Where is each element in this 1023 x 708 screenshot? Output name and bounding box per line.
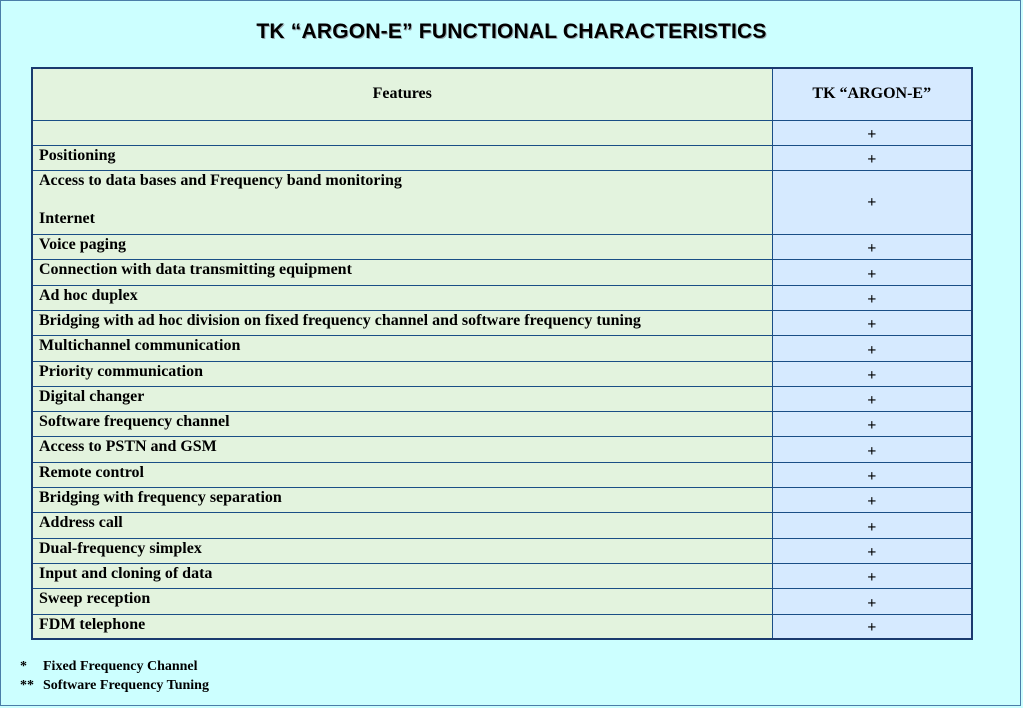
feature-cell: Dual-frequency simplex <box>32 538 772 563</box>
value-cell: + <box>772 614 972 639</box>
value-cell: + <box>772 437 972 462</box>
feature-cell: Bridging with ad hoc division on fixed frequency channel and software frequency tuning <box>32 310 772 335</box>
value-cell: + <box>772 488 972 513</box>
feature-line: Internet <box>39 210 95 228</box>
features-table <box>31 67 973 640</box>
table-row <box>32 386 972 411</box>
feature-line: Access to data bases and Frequency band monitoring <box>39 172 402 190</box>
table-row <box>32 145 972 170</box>
table-row <box>32 412 972 437</box>
value-cell: + <box>772 120 972 145</box>
product-column-header: TK “ARGON-E” <box>772 68 972 120</box>
table-row <box>32 462 972 487</box>
value-cell: + <box>772 361 972 386</box>
feature-cell: Software frequency channel <box>32 412 772 437</box>
table-row <box>32 563 972 588</box>
feature-cell: Multichannel communication <box>32 336 772 361</box>
value-cell: + <box>772 386 972 411</box>
feature-cell <box>32 171 772 235</box>
table-row <box>32 361 972 386</box>
feature-cell: Access to PSTN and GSM <box>32 437 772 462</box>
footnote-mark: * <box>20 659 27 674</box>
table-row <box>32 336 972 361</box>
value-cell: + <box>772 563 972 588</box>
footnote-mark: ** <box>20 678 34 693</box>
feature-cell: Bridging with frequency separation <box>32 488 772 513</box>
value-cell: + <box>772 513 972 538</box>
table-row <box>32 310 972 335</box>
value-cell: + <box>772 462 972 487</box>
value-cell: + <box>772 145 972 170</box>
footnote <box>20 676 209 695</box>
page-title: TK “ARGON-E” FUNCTIONAL CHARACTERISTICS <box>256 20 767 43</box>
footnote <box>20 657 209 676</box>
value-cell: + <box>772 589 972 614</box>
table-row <box>32 538 972 563</box>
value-cell: + <box>772 285 972 310</box>
feature-cell <box>32 120 772 145</box>
value-cell: + <box>772 171 972 235</box>
table-row <box>32 513 972 538</box>
table-row <box>32 589 972 614</box>
table-row <box>32 171 972 235</box>
footnote-text: Software Frequency Tuning <box>43 678 209 693</box>
feature-cell: FDM telephone <box>32 614 772 639</box>
feature-cell: Digital changer <box>32 386 772 411</box>
table-row <box>32 260 972 285</box>
feature-cell: Sweep reception <box>32 589 772 614</box>
value-cell: + <box>772 336 972 361</box>
table-row <box>32 285 972 310</box>
table-row <box>32 488 972 513</box>
feature-cell: Address call <box>32 513 772 538</box>
value-cell: + <box>772 412 972 437</box>
feature-cell: Remote control <box>32 462 772 487</box>
feature-cell: Input and cloning of data <box>32 563 772 588</box>
feature-cell: Positioning <box>32 145 772 170</box>
footnote-text: Fixed Frequency Channel <box>43 659 198 674</box>
feature-cell: Priority communication <box>32 361 772 386</box>
value-cell: + <box>772 235 972 260</box>
feature-cell: Connection with data transmitting equipment <box>32 260 772 285</box>
value-cell: + <box>772 538 972 563</box>
table-row <box>32 235 972 260</box>
feature-cell: Voice paging <box>32 235 772 260</box>
footnotes <box>20 657 209 695</box>
value-cell: + <box>772 260 972 285</box>
feature-cell: Ad hoc duplex <box>32 285 772 310</box>
table-row <box>32 437 972 462</box>
value-cell: + <box>772 310 972 335</box>
table-row <box>32 120 972 145</box>
features-column-header: Features <box>32 68 772 120</box>
table-row <box>32 614 972 639</box>
